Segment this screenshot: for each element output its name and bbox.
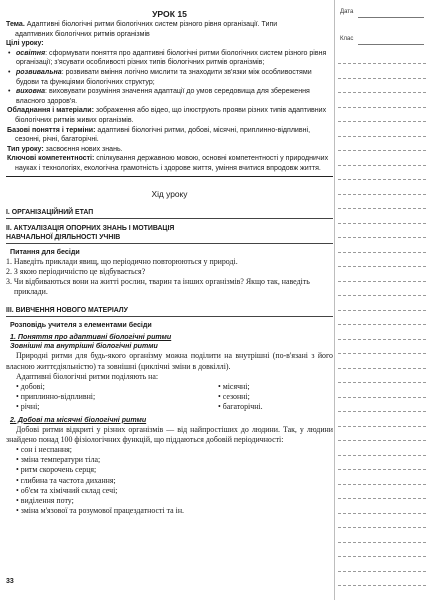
note-line <box>338 542 426 543</box>
rhythm-item: • приплинно-відпливні; <box>16 392 96 402</box>
section-2-divider <box>6 243 333 244</box>
note-line <box>338 484 426 485</box>
page-main <box>6 8 333 516</box>
note-line <box>338 295 426 296</box>
note-line <box>338 252 426 253</box>
goal-educational: • освітня: сформувати поняття про адаптивні біологічні ритми біологічних систем різного рівня організації; з'ясувати особливості різних типів біологічних ритмів організмів; <box>8 49 327 67</box>
section-1-title: І. ОРГАНІЗАЦІЙНИЙ ЕТАП <box>6 208 94 216</box>
lesson-title: УРОК 15 <box>152 9 187 19</box>
note-line <box>338 556 426 557</box>
course-title: Хід уроку <box>151 188 188 199</box>
rhythm-item: • багаторічні. <box>218 402 263 412</box>
notes-margin <box>338 8 428 592</box>
competences: Ключові компетентності: спілкування державною мовою, основні компетентності у природничих науках і технологіях, екологічна грамотність і здорове життя, уміння вчитися впродовж життя. <box>7 155 329 172</box>
note-line <box>338 179 426 180</box>
note-line <box>338 310 426 311</box>
note-line <box>338 353 426 354</box>
note-line <box>338 426 426 427</box>
section-3-divider <box>6 316 333 317</box>
note-line <box>338 150 426 151</box>
note-line <box>338 63 426 64</box>
section-1-divider <box>6 218 333 219</box>
part-2-title: 2. Добові та місячні біологічні ритми <box>10 415 147 424</box>
function-item: • глибина та частота дихання; <box>16 475 116 485</box>
rhythm-item: • місячні; <box>218 381 250 391</box>
function-item: • сон і неспання; <box>16 444 72 454</box>
topic-label: Тема. <box>6 21 25 28</box>
rhythm-item: • сезонні; <box>218 392 250 402</box>
goals-label: Цілі уроку: <box>6 40 44 48</box>
page-number: 33 <box>6 578 14 585</box>
terms: Базові поняття і терміни: адаптивні біологічні ритми, добові, місячні, приплинно-відпливні, сезонні, річні, багаторічні. <box>7 126 311 144</box>
question-item: 1. Наведіть приклади явищ, що періодично повторюються у природі. <box>6 256 238 266</box>
function-item: • зміна м'язової та розумової працездатності та ін. <box>16 506 185 516</box>
section-3-subtitle: Розповідь учителя з елементами бесіди <box>10 321 152 330</box>
note-line <box>338 92 426 93</box>
note-line <box>338 469 426 470</box>
part-1-subtitle: Зовнішні та внутрішні біологічні ритми <box>10 342 158 351</box>
part-1-title: 1. Поняття про адаптивні біологічні ритми <box>10 333 172 342</box>
class-field[interactable] <box>358 44 424 45</box>
note-line <box>338 498 426 499</box>
part-1-text-2: Адаптивні біологічні ритми поділяють на: <box>16 371 159 381</box>
lesson-type: Тип уроку: засвоєння нових знань. <box>7 145 123 153</box>
section-2-title: ІІ. АКТУАЛІЗАЦІЯ ОПОРНИХ ЗНАНЬ І МОТИВАЦІЯ НАВЧАЛЬНОЇ ДІЯЛЬНОСТІ УЧНІВ <box>6 224 175 241</box>
note-line <box>338 585 426 586</box>
topic <box>6 20 333 30</box>
note-line <box>338 237 426 238</box>
note-line <box>338 281 426 282</box>
note-line <box>338 527 426 528</box>
note-line <box>338 382 426 383</box>
section-2-subtitle: Питання для бесіди <box>10 247 80 256</box>
section-3-title: ІІІ. ВИВЧЕННЯ НОВОГО МАТЕРІАЛУ <box>6 307 128 315</box>
function-item: • об'єм та хімічний склад сечі; <box>16 485 118 495</box>
note-line <box>338 397 426 398</box>
rhythm-item: • добові; <box>16 381 45 391</box>
goal-upbringing: • виховна: виховувати розуміння значення адаптації до умов середовища для збереження власного здоров'я. <box>8 88 310 105</box>
function-item: • ритм скорочень серця; <box>16 465 97 475</box>
note-line <box>338 324 426 325</box>
note-line <box>338 440 426 441</box>
topic-text-continued: адаптивних біологічних ритмів організмів <box>15 30 150 38</box>
note-line <box>338 194 426 195</box>
function-item: • виділення поту; <box>16 495 74 505</box>
topic-text: Адаптивні біологічні ритми біологічних систем різного рівня організації. Типи <box>26 21 278 28</box>
intro-divider <box>6 176 333 177</box>
note-line <box>338 368 426 369</box>
note-line <box>338 513 426 514</box>
note-line <box>338 223 426 224</box>
rhythm-types <box>6 382 333 413</box>
date-label: Дата <box>340 9 354 15</box>
question-item: 3. Чи відбиваються вони на житті рослин, тварин та інших організмів? Якщо так, наведіть приклади. <box>6 276 310 297</box>
function-list <box>6 445 333 516</box>
margin-divider <box>334 0 335 600</box>
note-line <box>338 136 426 137</box>
goal-developmental: • розвивальна: розвивати вміння логічно мислити та знаходити зв'язки між особливостями будови та функціями біологічних структур; <box>8 68 312 86</box>
function-item: • зміна температури тіла; <box>16 455 101 465</box>
note-line <box>338 266 426 267</box>
note-line <box>338 107 426 108</box>
date-field[interactable] <box>358 17 424 18</box>
note-line <box>338 78 426 79</box>
question-list <box>6 257 333 298</box>
part-1-text: Природні ритми для будь-якого організму можна поділити на внутрішні (по-в'язані з його власною життєдіяльністю) та зовнішні (циклічні зміни в довкіллі). <box>6 351 333 371</box>
note-line <box>338 165 426 166</box>
rhythm-item: • річні; <box>16 402 40 412</box>
note-line <box>338 339 426 340</box>
equipment: Обладнання і матеріали: зображення або відео, що ілюструють прояви різних типів адаптивних біологічних ритмів живих організмів. <box>7 107 327 124</box>
note-line <box>338 455 426 456</box>
part-2-text: Добові ритми відкриті у різних організмів — від найпростіших до людини. Так, у людини знайдено понад 100 фізіологічних функцій, що піддаються добовій періодичності: <box>6 424 333 444</box>
note-line <box>338 208 426 209</box>
note-line <box>338 121 426 122</box>
note-line <box>338 411 426 412</box>
note-line <box>338 571 426 572</box>
class-label: Клас <box>340 36 354 42</box>
question-item: 2. З якою періодичністю це відбувається? <box>6 266 146 276</box>
